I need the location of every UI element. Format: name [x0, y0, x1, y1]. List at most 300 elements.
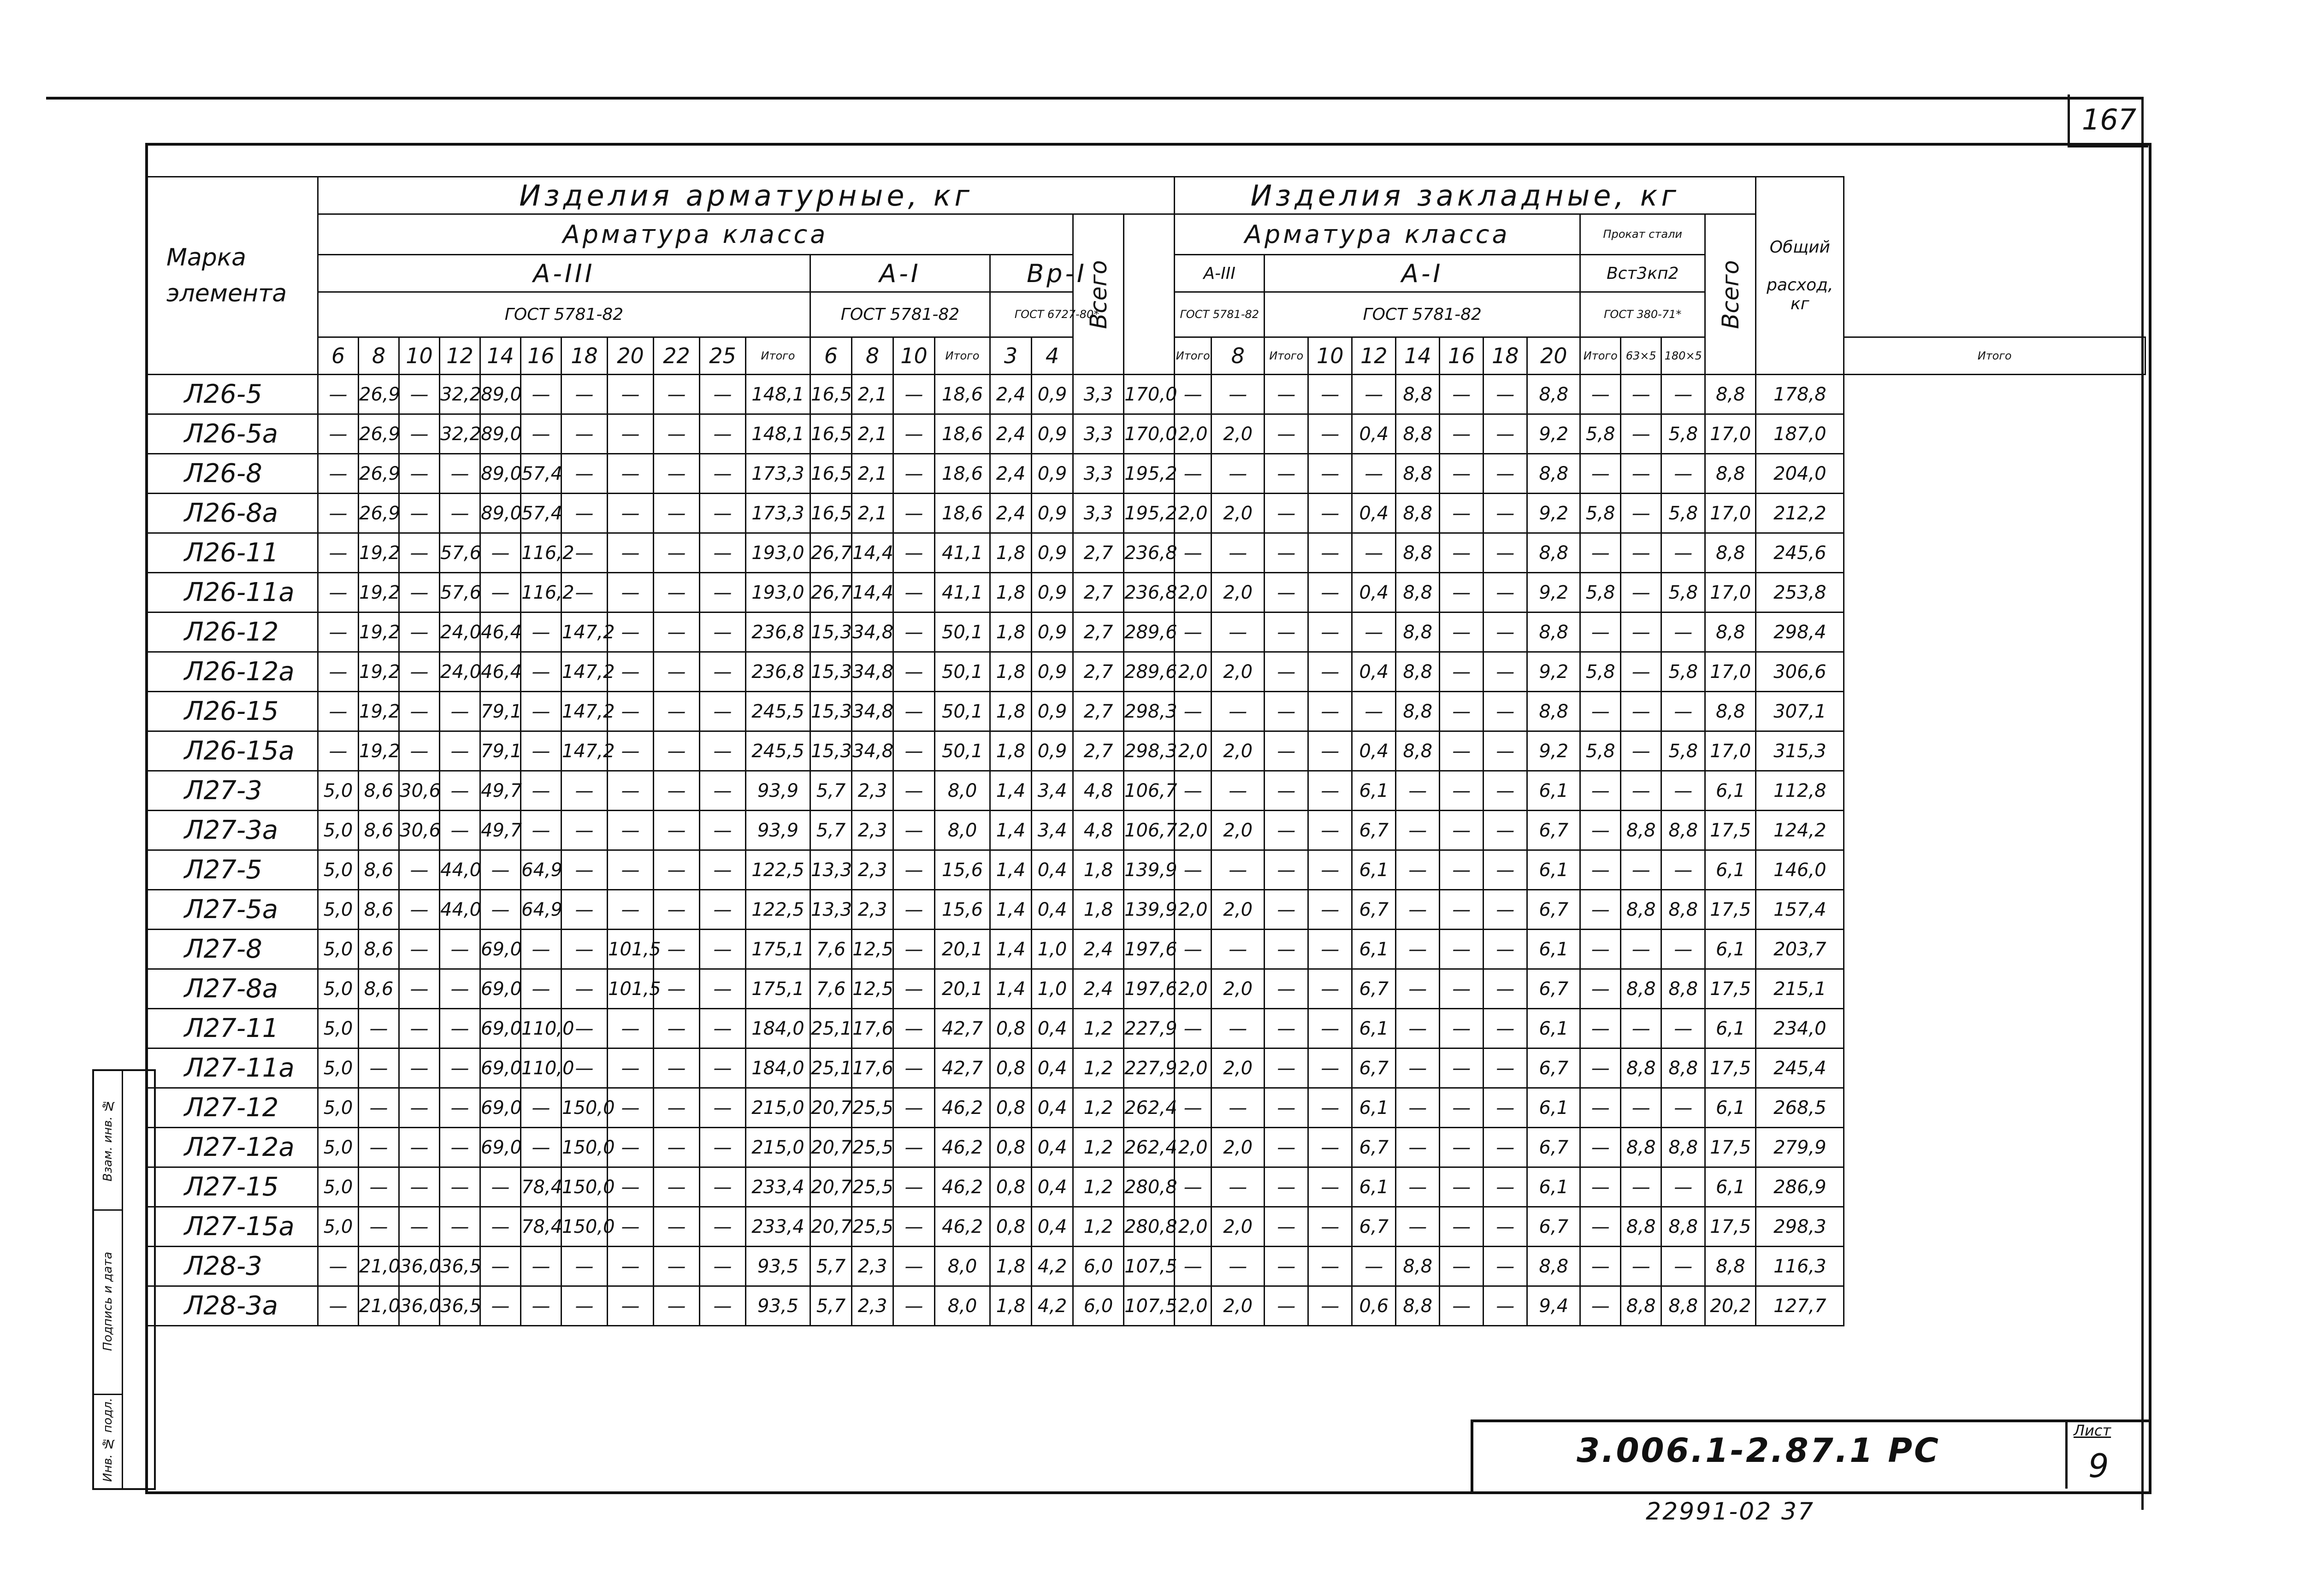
sheet-number: 167: [2068, 94, 2148, 147]
table-cell: 6,7: [1527, 969, 1580, 1009]
table-cell: —: [521, 652, 561, 692]
sheet-page-number: 9: [2088, 1447, 2109, 1485]
table-cell: —: [318, 692, 359, 731]
element-mark: Л26-8: [148, 454, 318, 494]
table-cell: 268,5: [1756, 1088, 1844, 1128]
table-cell: 13,3: [810, 890, 852, 930]
table-cell: —: [1580, 692, 1621, 731]
table-cell: —: [1440, 494, 1483, 533]
table-cell: 17,0: [1705, 494, 1756, 533]
element-mark: Л28-3: [148, 1247, 318, 1286]
table-cell: 0,9: [1032, 375, 1073, 414]
table-cell: 69,0: [480, 1088, 521, 1128]
table-row: [148, 612, 2145, 652]
table-cell: 0,8: [990, 1048, 1032, 1088]
table-cell: —: [1308, 890, 1352, 930]
table-cell: —: [318, 731, 359, 771]
table-cell: —: [700, 850, 746, 890]
table-cell: 4,2: [1032, 1247, 1073, 1286]
table-cell: —: [440, 1128, 480, 1167]
table-cell: —: [440, 1048, 480, 1088]
table-cell: 8,8: [1621, 1128, 1661, 1167]
table-cell: —: [1396, 890, 1440, 930]
table-cell: 8,6: [359, 930, 399, 969]
table-cell: 44,0: [440, 850, 480, 890]
table-cell: 41,1: [935, 533, 990, 573]
table-cell: —: [1265, 612, 1308, 652]
table-cell: —: [1661, 850, 1705, 890]
table-cell: —: [1308, 1247, 1352, 1286]
table-cell: 19,2: [359, 652, 399, 692]
table-cell: 2,3: [852, 890, 893, 930]
table-cell: —: [1580, 1009, 1621, 1048]
table-row: [148, 692, 2145, 731]
table-cell: —: [1396, 1207, 1440, 1247]
table-cell: 298,4: [1756, 612, 1844, 652]
table-cell: 262,4: [1124, 1088, 1175, 1128]
table-cell: 46,2: [935, 1128, 990, 1167]
table-cell: 12,5: [852, 969, 893, 1009]
table-cell: —: [1621, 930, 1661, 969]
table-cell: —: [359, 1167, 399, 1207]
table-cell: —: [608, 1247, 654, 1286]
table-cell: 1,4: [990, 850, 1032, 890]
element-mark: Л27-3: [148, 771, 318, 811]
table-row: [148, 930, 2145, 969]
table-cell: 147,2: [561, 731, 608, 771]
table-cell: 3,3: [1073, 454, 1124, 494]
table-cell: —: [654, 454, 700, 494]
table-cell: 1,2: [1073, 1128, 1124, 1167]
table-cell: 93,9: [746, 771, 810, 811]
table-cell: 195,2: [1124, 494, 1175, 533]
table-cell: 41,1: [935, 573, 990, 612]
table-cell: 24,0: [440, 612, 480, 652]
table-cell: 2,0: [1175, 811, 1212, 850]
table-cell: —: [1661, 930, 1705, 969]
table-cell: 16,5: [810, 375, 852, 414]
table-cell: 127,7: [1756, 1286, 1844, 1326]
table-cell: 20,7: [810, 1207, 852, 1247]
table-cell: —: [1580, 454, 1621, 494]
table-cell: 9,2: [1527, 652, 1580, 692]
table-cell: 6,1: [1527, 1088, 1580, 1128]
table-cell: —: [1483, 1247, 1527, 1286]
size-a1-6: 6: [810, 337, 852, 375]
table-cell: —: [1483, 771, 1527, 811]
element-mark: Л26-11: [148, 533, 318, 573]
table-cell: 20,7: [810, 1088, 852, 1128]
itogo-a1: Итого: [935, 337, 990, 375]
table-cell: 18,6: [935, 414, 990, 454]
document-code: 3.006.1-2.87.1 РС: [1577, 1431, 1940, 1470]
table-cell: —: [1580, 930, 1621, 969]
table-cell: 69,0: [480, 1128, 521, 1167]
table-cell: 107,5: [1124, 1286, 1175, 1326]
table-cell: 9,2: [1527, 494, 1580, 533]
table-cell: 2,0: [1212, 573, 1265, 612]
table-cell: —: [700, 573, 746, 612]
table-cell: 8,6: [359, 811, 399, 850]
table-cell: —: [1212, 930, 1265, 969]
table-cell: 298,3: [1756, 1207, 1844, 1247]
table-cell: 17,5: [1705, 811, 1756, 850]
table-cell: 0,4: [1032, 850, 1073, 890]
table-row: [148, 1167, 2145, 1207]
table-cell: —: [399, 731, 440, 771]
table-cell: —: [399, 1009, 440, 1048]
table-cell: 6,7: [1352, 1128, 1396, 1167]
element-mark: Л27-12а: [148, 1128, 318, 1167]
table-cell: —: [440, 1167, 480, 1207]
table-cell: 175,1: [746, 930, 810, 969]
table-cell: —: [1440, 533, 1483, 573]
table-cell: —: [1212, 375, 1265, 414]
table-cell: —: [1440, 1286, 1483, 1326]
table-cell: —: [1396, 771, 1440, 811]
table-cell: —: [1265, 454, 1308, 494]
table-cell: —: [561, 850, 608, 890]
table-cell: —: [440, 731, 480, 771]
element-mark: Л27-15а: [148, 1207, 318, 1247]
table-cell: 5,8: [1661, 414, 1705, 454]
table-cell: 110,0: [521, 1009, 561, 1048]
table-cell: 8,8: [1621, 811, 1661, 850]
table-cell: —: [1175, 612, 1212, 652]
table-cell: —: [561, 533, 608, 573]
table-cell: —: [893, 1247, 935, 1286]
class-vst-header: Вст3кп2: [1580, 255, 1705, 292]
table-cell: —: [1440, 1048, 1483, 1088]
table-cell: 8,8: [1396, 1286, 1440, 1326]
table-cell: —: [1661, 1167, 1705, 1207]
table-cell: —: [700, 890, 746, 930]
table-cell: —: [1440, 731, 1483, 771]
table-cell: —: [1483, 375, 1527, 414]
table-cell: 6,1: [1705, 771, 1756, 811]
table-cell: 2,0: [1175, 414, 1212, 454]
table-cell: 8,8: [1396, 454, 1440, 494]
table-cell: 5,8: [1580, 652, 1621, 692]
table-cell: —: [1308, 573, 1352, 612]
table-cell: 14,4: [852, 533, 893, 573]
table-cell: —: [1483, 811, 1527, 850]
table-cell: 0,8: [990, 1128, 1032, 1167]
table-cell: —: [1175, 1167, 1212, 1207]
element-mark: Л27-5а: [148, 890, 318, 930]
table-cell: —: [1621, 692, 1661, 731]
table-cell: 6,1: [1527, 850, 1580, 890]
itogo-a1e: Итого: [1580, 337, 1621, 375]
table-cell: 18,6: [935, 494, 990, 533]
table-cell: 6,7: [1352, 1048, 1396, 1088]
table-cell: 78,4: [521, 1167, 561, 1207]
table-cell: 9,2: [1527, 731, 1580, 771]
table-cell: 157,4: [1756, 890, 1844, 930]
table-cell: —: [1396, 1167, 1440, 1207]
table-cell: 6,7: [1352, 811, 1396, 850]
table-cell: —: [561, 573, 608, 612]
table-cell: —: [1440, 1167, 1483, 1207]
embedded-armature-class-header: Арматура класса: [1175, 214, 1580, 255]
table-cell: —: [1621, 494, 1661, 533]
table-cell: 0,9: [1032, 573, 1073, 612]
table-cell: 8,8: [1527, 1247, 1580, 1286]
table-cell: —: [1308, 533, 1352, 573]
table-cell: 13,3: [810, 850, 852, 890]
table-cell: 17,0: [1705, 414, 1756, 454]
table-cell: —: [654, 652, 700, 692]
table-cell: —: [1580, 850, 1621, 890]
table-cell: —: [1483, 850, 1527, 890]
grand-total-header: [1756, 177, 1844, 375]
table-cell: 69,0: [480, 1048, 521, 1088]
table-cell: —: [654, 1286, 700, 1326]
size-a3-8: 8: [359, 337, 399, 375]
table-cell: —: [608, 573, 654, 612]
table-cell: —: [1175, 1247, 1212, 1286]
table-cell: —: [1308, 1009, 1352, 1048]
table-cell: 195,2: [1124, 454, 1175, 494]
table-cell: —: [893, 494, 935, 533]
table-cell: 1,4: [990, 890, 1032, 930]
table-cell: —: [1483, 969, 1527, 1009]
table-cell: 8,8: [1621, 1048, 1661, 1088]
table-cell: 8,8: [1527, 454, 1580, 494]
table-cell: —: [1308, 731, 1352, 771]
table-cell: —: [1621, 1167, 1661, 1207]
table-cell: 25,1: [810, 1009, 852, 1048]
table-cell: —: [440, 811, 480, 850]
size-a3-25: 25: [700, 337, 746, 375]
table-cell: —: [1483, 573, 1527, 612]
table-cell: —: [1580, 1167, 1621, 1207]
table-cell: —: [399, 612, 440, 652]
table-cell: —: [654, 1128, 700, 1167]
table-cell: 0,8: [990, 1088, 1032, 1128]
table-cell: —: [1483, 494, 1527, 533]
table-cell: 2,7: [1073, 652, 1124, 692]
armature-total-header: Всего: [1073, 214, 1124, 375]
table-cell: 0,9: [1032, 731, 1073, 771]
gost-5781-embedded-a1-header: ГОСТ 5781-82: [1265, 292, 1580, 337]
table-cell: 197,6: [1124, 969, 1175, 1009]
table-cell: —: [893, 1009, 935, 1048]
table-cell: —: [440, 1009, 480, 1048]
table-cell: —: [1580, 890, 1621, 930]
table-cell: 289,6: [1124, 612, 1175, 652]
stamp-cell-replace: Взам. инв. №: [94, 1071, 122, 1211]
table-cell: 227,9: [1124, 1009, 1175, 1048]
table-cell: 2,4: [990, 454, 1032, 494]
table-cell: 187,0: [1756, 414, 1844, 454]
table-cell: —: [1440, 771, 1483, 811]
table-cell: —: [318, 494, 359, 533]
table-cell: —: [893, 930, 935, 969]
table-cell: —: [1483, 692, 1527, 731]
table-cell: 5,0: [318, 1128, 359, 1167]
table-row: [148, 771, 2145, 811]
table-cell: —: [1483, 612, 1527, 652]
table-cell: 7,6: [810, 930, 852, 969]
table-cell: 2,0: [1212, 731, 1265, 771]
table-cell: 0,4: [1352, 414, 1396, 454]
table-row: [148, 1088, 2145, 1128]
table-cell: —: [1621, 454, 1661, 494]
table-cell: —: [700, 1167, 746, 1207]
table-cell: 2,3: [852, 811, 893, 850]
table-cell: 57,6: [440, 533, 480, 573]
table-cell: —: [1352, 454, 1396, 494]
table-cell: —: [893, 573, 935, 612]
table-cell: 178,8: [1756, 375, 1844, 414]
table-cell: 8,8: [1661, 1128, 1705, 1167]
element-mark: Л26-12: [148, 612, 318, 652]
element-mark: Л26-15: [148, 692, 318, 731]
table-cell: —: [1308, 375, 1352, 414]
size-a3e-8: 8: [1212, 337, 1265, 375]
table-cell: 42,7: [935, 1048, 990, 1088]
table-cell: —: [1661, 692, 1705, 731]
table-cell: —: [893, 1167, 935, 1207]
table-cell: 6,1: [1705, 1009, 1756, 1048]
table-cell: —: [561, 375, 608, 414]
table-cell: 4,2: [1032, 1286, 1073, 1326]
table-cell: 8,8: [1661, 1207, 1705, 1247]
table-cell: —: [893, 1128, 935, 1167]
table-cell: —: [1621, 573, 1661, 612]
table-cell: 150,0: [561, 1207, 608, 1247]
table-cell: 197,6: [1124, 930, 1175, 969]
element-mark: Л27-5: [148, 850, 318, 890]
mark-header: [148, 177, 318, 375]
table-cell: —: [654, 850, 700, 890]
table-cell: —: [700, 771, 746, 811]
table-cell: 8,6: [359, 771, 399, 811]
table-cell: 6,1: [1352, 1167, 1396, 1207]
table-row: [148, 1286, 2145, 1326]
table-cell: 8,8: [1705, 533, 1756, 573]
table-cell: —: [521, 612, 561, 652]
table-cell: 236,8: [746, 652, 810, 692]
gost-6727-header: ГОСТ 6727-80*: [990, 292, 1124, 337]
table-cell: 1,2: [1073, 1167, 1124, 1207]
table-cell: —: [1440, 692, 1483, 731]
table-cell: —: [1440, 850, 1483, 890]
table-cell: 8,8: [1396, 494, 1440, 533]
table-cell: 49,7: [480, 771, 521, 811]
table-cell: 8,8: [1621, 1207, 1661, 1247]
table-cell: 215,0: [746, 1128, 810, 1167]
table-cell: 5,7: [810, 811, 852, 850]
table-cell: —: [1483, 930, 1527, 969]
table-cell: 26,9: [359, 375, 399, 414]
table-cell: 20,1: [935, 969, 990, 1009]
table-cell: 17,0: [1705, 573, 1756, 612]
table-row: [148, 1009, 2145, 1048]
table-cell: —: [1621, 850, 1661, 890]
table-cell: —: [1308, 1048, 1352, 1088]
table-cell: 150,0: [561, 1167, 608, 1207]
table-cell: 93,5: [746, 1247, 810, 1286]
table-cell: —: [1621, 1088, 1661, 1128]
table-cell: —: [1265, 1128, 1308, 1167]
table-cell: 1,4: [990, 930, 1032, 969]
size-a3-20: 20: [608, 337, 654, 375]
size-rolled-180x5: 180×5: [1661, 337, 1705, 375]
table-cell: —: [1661, 454, 1705, 494]
table-cell: 6,1: [1352, 930, 1396, 969]
table-cell: —: [1483, 890, 1527, 930]
table-row: [148, 454, 2145, 494]
table-cell: —: [1308, 414, 1352, 454]
table-cell: —: [440, 1207, 480, 1247]
table-cell: 2,0: [1212, 652, 1265, 692]
table-cell: —: [521, 414, 561, 454]
table-cell: —: [608, 1167, 654, 1207]
table-cell: —: [480, 890, 521, 930]
side-stamp: [92, 1069, 156, 1490]
table-cell: —: [399, 533, 440, 573]
table-row: [148, 1128, 2145, 1167]
table-cell: 1,8: [990, 533, 1032, 573]
table-cell: 148,1: [746, 414, 810, 454]
table-cell: —: [521, 771, 561, 811]
table-cell: —: [561, 1247, 608, 1286]
table-cell: —: [1440, 652, 1483, 692]
table-cell: 17,5: [1705, 890, 1756, 930]
grand-total-line2: расход,: [1767, 276, 1833, 294]
size-a1-10: 10: [893, 337, 935, 375]
table-cell: 245,4: [1756, 1048, 1844, 1088]
table-cell: 1,0: [1032, 969, 1073, 1009]
table-cell: —: [1308, 969, 1352, 1009]
table-row: [148, 533, 2145, 573]
size-a1e-12: 12: [1352, 337, 1396, 375]
table-cell: 116,2: [521, 573, 561, 612]
table-cell: —: [1352, 692, 1396, 731]
table-cell: —: [1440, 930, 1483, 969]
table-cell: —: [608, 1088, 654, 1128]
table-cell: 1,0: [1032, 930, 1073, 969]
table-cell: —: [561, 1009, 608, 1048]
table-cell: 215,1: [1756, 969, 1844, 1009]
table-cell: 9,2: [1527, 414, 1580, 454]
table-cell: 8,8: [1661, 890, 1705, 930]
table-cell: 5,8: [1661, 731, 1705, 771]
table-cell: 2,7: [1073, 692, 1124, 731]
table-cell: 173,3: [746, 454, 810, 494]
table-cell: —: [399, 375, 440, 414]
table-cell: 57,4: [521, 494, 561, 533]
table-cell: 5,8: [1661, 573, 1705, 612]
table-cell: 2,4: [990, 414, 1032, 454]
table-cell: —: [654, 612, 700, 652]
table-cell: —: [1212, 850, 1265, 890]
table-cell: 233,4: [746, 1167, 810, 1207]
table-cell: 30,6: [399, 811, 440, 850]
table-cell: 79,1: [480, 731, 521, 771]
table-cell: 0,4: [1352, 731, 1396, 771]
table-cell: —: [893, 1048, 935, 1088]
table-cell: —: [654, 1048, 700, 1088]
table-cell: —: [1621, 731, 1661, 771]
table-cell: —: [608, 1128, 654, 1167]
table-cell: 25,5: [852, 1088, 893, 1128]
element-mark: Л28-3а: [148, 1286, 318, 1326]
table-cell: —: [893, 850, 935, 890]
table-cell: 5,0: [318, 1009, 359, 1048]
